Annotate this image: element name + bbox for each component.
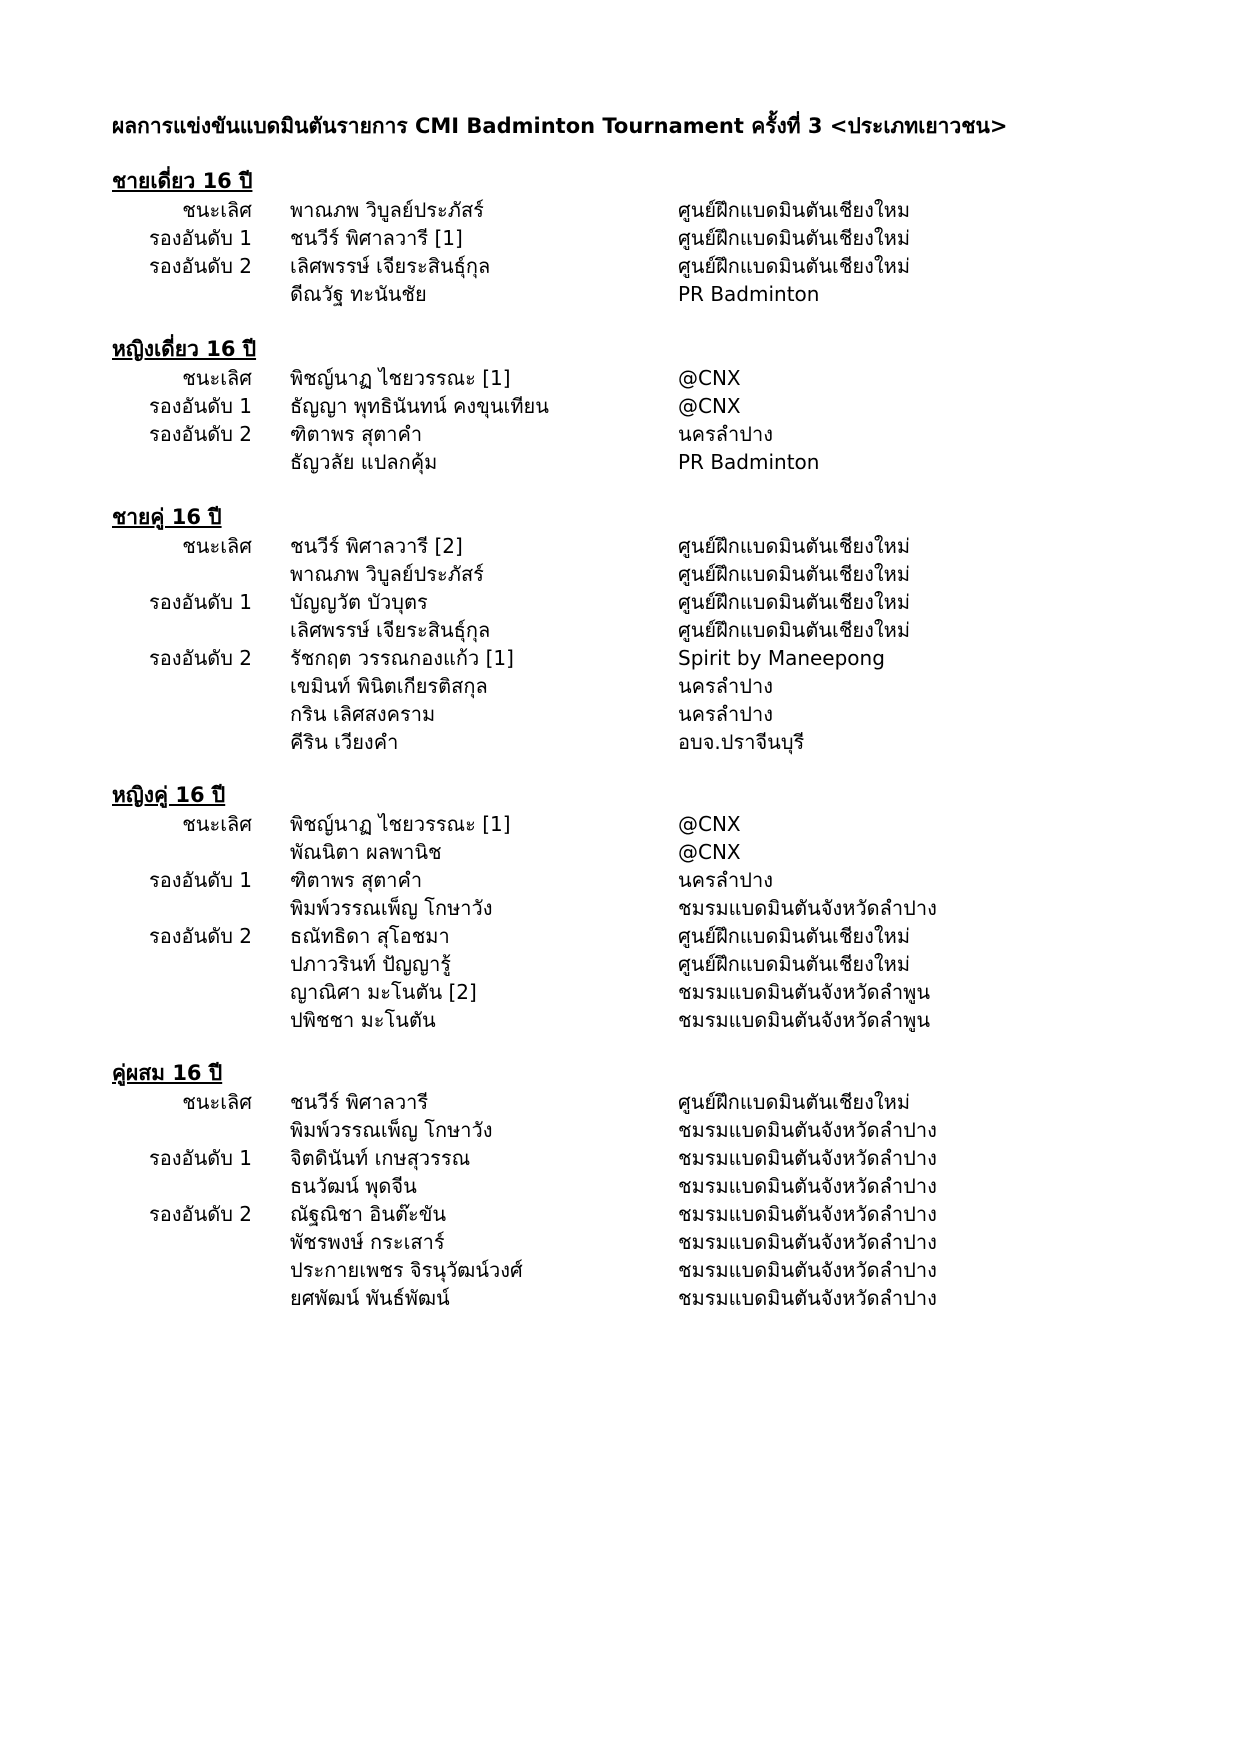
club-name: Spirit by Maneepong [678,646,885,670]
rank-label: ชนะเลิศ [182,812,252,836]
result-row [0,1200,1240,1228]
result-row [0,950,1240,978]
player-name: ธนวัฒน์ พุดจีน [290,1174,417,1198]
result-row [0,866,1240,894]
club-name: ชมรมแบดมินตันจังหวัดลำปาง [678,1258,937,1282]
result-row [0,224,1240,252]
result-list [0,810,1240,1034]
result-row [0,1088,1240,1116]
club-name: ศูนย์ฝึกแบดมินตันเชียงใหม [678,198,911,222]
result-row [0,364,1240,392]
result-row [0,1172,1240,1200]
result-row [0,196,1240,224]
player-name: บัญญวัต บัวบุตร [290,590,428,614]
club-name: นครลำปาง [678,702,773,726]
player-name: ธัญวลัย แปลกคุ้ม [290,450,438,474]
result-row [0,672,1240,700]
player-name: เลิศพรรษ์ เจียระสินธุ์กุล [290,618,491,642]
result-row [0,1284,1240,1312]
club-name: ศูนย์ฝึกแบดมินตันเชียงใหม่ [678,924,911,948]
club-name: นครลำปาง [678,422,773,446]
club-name: @CNX [678,394,741,418]
player-name: ธณัทธิดา สุโอชมา [290,924,450,948]
club-name: ศูนย์ฝึกแบดมินตันเชียงใหม่ [678,226,911,250]
rank-label: รองอันดับ 1 [149,868,252,892]
club-name: นครลำปาง [678,868,773,892]
rank-label: ชนะเลิศ [182,534,252,558]
result-row [0,922,1240,950]
player-name: ยศพัฒน์ พันธ์พัฒน์ [290,1286,450,1310]
rank-label: ชนะเลิศ [182,366,252,390]
player-name: กริน เลิศสงคราม [290,702,436,726]
club-name: ชมรมแบดมินตันจังหวัดลำปาง [678,1118,937,1142]
result-row [0,810,1240,838]
player-name: ชนวีร์ พิศาลวารี [1] [290,226,463,250]
result-list [0,364,1240,476]
player-name: พิชญ์นาฏ ไชยวรรณะ [1] [290,366,511,390]
player-name: เขมินท์ พินิตเกียรติสกุล [290,674,488,698]
player-name: ฑิตาพร สุตาคำ [290,422,423,446]
player-name: ณัฐณิชา อินต๊ะขัน [290,1202,447,1226]
section-heading: หญิงเดี่ยว 16 ปี [112,337,257,361]
player-name: พัชรพงษ์ กระเสาร์ [290,1230,445,1254]
player-name: รัชกฤต วรรณกองแก้ว [1] [290,646,514,670]
result-row [0,252,1240,280]
result-row [0,700,1240,728]
club-name: ศูนย์ฝึกแบดมินตันเชียงใหม่ [678,254,911,278]
club-name: นครลำปาง [678,674,773,698]
player-name: พิมพ์วรรณเพ็ญ โกษาวัง [290,896,493,920]
player-name: ธัญญา พุทธินันทน์ คงขุนเทียน [290,394,549,418]
result-row [0,644,1240,672]
club-name: @CNX [678,840,741,864]
rank-label: รองอันดับ 2 [149,254,252,278]
club-name: PR Badminton [678,450,820,474]
rank-label: รองอันดับ 2 [149,422,252,446]
club-name: @CNX [678,812,741,836]
player-name: ฑิตาพร สุตาคำ [290,868,423,892]
club-name: ชมรมแบดมินตันจังหวัดลำพูน [678,980,931,1004]
club-name: ชมรมแบดมินตันจังหวัดลำปาง [678,896,937,920]
rank-label: รองอันดับ 1 [149,1146,252,1170]
result-row [0,1006,1240,1034]
result-row [0,588,1240,616]
result-row [0,616,1240,644]
club-name: ศูนย์ฝึกแบดมินตันเชียงใหม่ [678,1090,911,1114]
club-name: @CNX [678,366,741,390]
result-row [0,560,1240,588]
result-row [0,392,1240,420]
club-name: ศูนย์ฝึกแบดมินตันเชียงใหม่ [678,590,911,614]
player-name: พิชญ์นาฏ ไชยวรรณะ [1] [290,812,511,836]
club-name: ศูนย์ฝึกแบดมินตันเชียงใหม่ [678,618,911,642]
rank-label: ชนะเลิศ [182,198,252,222]
club-name: ชมรมแบดมินตันจังหวัดลำปาง [678,1286,937,1310]
club-name: ศูนย์ฝึกแบดมินตันเชียงใหม่ [678,952,911,976]
club-name: ชมรมแบดมินตันจังหวัดลำปาง [678,1174,937,1198]
player-name: คีริน เวียงคำ [290,730,399,754]
rank-label: รองอันดับ 1 [149,590,252,614]
player-name: พาณภพ วิบูลย์ประภัสร์ [290,198,484,222]
section-heading: คู่ผสม 16 ปี [112,1061,223,1085]
club-name: PR Badminton [678,282,820,306]
result-row [0,894,1240,922]
result-row [0,448,1240,476]
player-name: ดีณวัฐ ทะนันชัย [290,282,427,306]
club-name: ชมรมแบดมินตันจังหวัดลำปาง [678,1202,937,1226]
club-name: ศูนย์ฝึกแบดมินตันเชียงใหม่ [678,562,911,586]
rank-label: รองอันดับ 2 [149,1202,252,1226]
section-heading: ชายคู่ 16 ปี [112,505,222,529]
result-row [0,1256,1240,1284]
player-name: พัณนิตา ผลพานิช [290,840,442,864]
player-name: ญาณิศา มะโนตัน [2] [290,980,477,1004]
result-row [0,1116,1240,1144]
result-row [0,1228,1240,1256]
player-name: ชนวีร์ พิศาลวารี [2] [290,534,463,558]
section-heading: ชายเดี่ยว 16 ปี [112,169,253,193]
result-row [0,420,1240,448]
player-name: ชนวีร์ พิศาลวารี [290,1090,429,1114]
player-name: พาณภพ วิบูลย์ประภัสร์ [290,562,484,586]
club-name: ชมรมแบดมินตันจังหวัดลำปาง [678,1230,937,1254]
result-row [0,532,1240,560]
section-heading: หญิงคู่ 16 ปี [112,783,226,807]
player-name: ปพิชชา มะโนตัน [290,1008,436,1032]
result-row [0,1144,1240,1172]
player-name: จิตดินันท์ เกษสุวรรณ [290,1146,471,1170]
result-list [0,1088,1240,1312]
rank-label: ชนะเลิศ [182,1090,252,1114]
player-name: ประกายเพชร จิรนุวัฒน์วงศ์ [290,1258,523,1282]
result-list [0,532,1240,756]
club-name: ชมรมแบดมินตันจังหวัดลำพูน [678,1008,931,1032]
result-row [0,728,1240,756]
player-name: ปภาวรินท์ ปัญญารู้ [290,952,452,976]
player-name: พิมพ์วรรณเพ็ญ โกษาวัง [290,1118,493,1142]
rank-label: รองอันดับ 2 [149,646,252,670]
club-name: ศูนย์ฝึกแบดมินตันเชียงใหม่ [678,534,911,558]
rank-label: รองอันดับ 2 [149,924,252,948]
result-row [0,838,1240,866]
result-row [0,280,1240,308]
rank-label: รองอันดับ 1 [149,226,252,250]
player-name: เลิศพรรษ์ เจียระสินธุ์กุล [290,254,491,278]
club-name: อบจ.ปราจีนบุรี [678,730,805,754]
result-row [0,978,1240,1006]
document-title: ผลการแข่งขันแบดมินตันรายการ CMI Badminton Tournament ครั้งที่ 3 <ประเภทเยาวชน> [112,114,1008,138]
result-list [0,196,1240,308]
club-name: ชมรมแบดมินตันจังหวัดลำปาง [678,1146,937,1170]
rank-label: รองอันดับ 1 [149,394,252,418]
